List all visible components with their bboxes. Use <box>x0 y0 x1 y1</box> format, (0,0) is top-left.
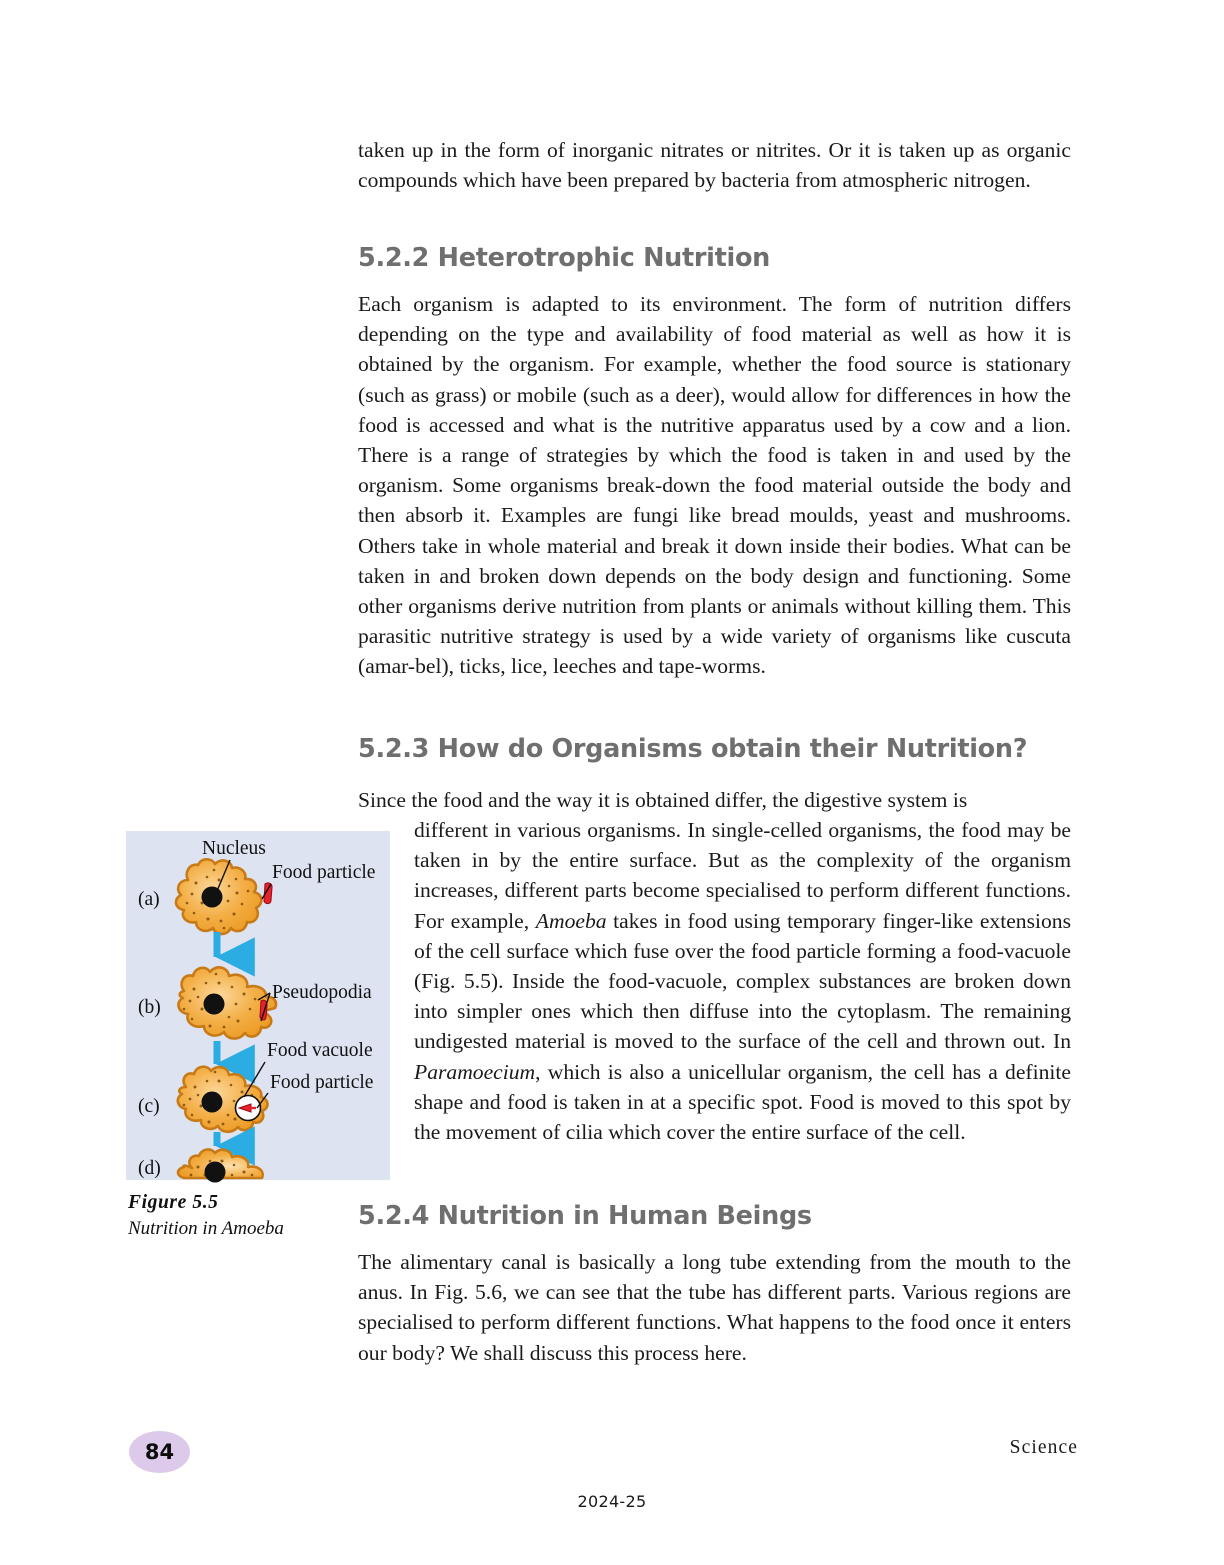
figure-label-pseudopodia: Pseudopodia <box>272 982 372 1003</box>
section-5-2-4-paragraph: The alimentary canal is basically a long tube extending from the mouth to the anus. In Fig. 5.6, we can see that the tube has different parts. Various regions are specialised to perform different functions. What happens to the food once it enters our body? We shall discuss this process here. <box>358 1250 1071 1365</box>
figure-label-food-particle-a: Food particle <box>272 862 376 883</box>
food-particle-b <box>260 1000 267 1020</box>
amoeba-stage-c <box>138 1040 373 1132</box>
amoeba-diagram <box>124 831 424 1180</box>
figure-5-5 <box>126 831 390 1180</box>
section-heading-5-2-4: 5.2.4 Nutrition in Human Beings <box>358 1201 812 1231</box>
intro-paragraph: taken up in the form of inorganic nitrates or nitrites. Or it is taken up as organic compounds which have been prepared by bacteria from atmospheric nitrogen. <box>358 138 1071 193</box>
page-number-value: 84 <box>144 1440 175 1464</box>
section-5-2-3-wrapped-paragraph <box>414 815 1071 1147</box>
section-5-2-2-paragraph: Each organism is adapted to its environment. The form of nutrition differs depending on the type and availability of food material as well as how it is obtained by the organism. For example, whether the food source is stationary (such as grass) or mobile (such as a deer), would allow for differences in how the food is accessed and what is the nutritive apparatus used by a cow and a lion. There is a range of strategies by which the food is taken in and used by the organism. Some organisms break-down the food material outside the body and then absorb it. Examples are fungi like bread moulds, yeast and mushrooms. Others take in whole material and break it down inside their bodies. What can be taken in and broken down depends on the body design and functioning. Some other organisms derive nutrition from plants or animals without killing them. This parasitic nutritive strategy is used by a wide variety of organisms like cuscuta (amar-bel), ticks, lice, leeches and tape-worms. <box>358 292 1071 679</box>
wrapped-text-part-3: , which is also a unicellular organism, the cell has a definite shape and food is taken in at a specific spot. Food is moved to this spot by the movement of cilia which cover the entire surface of the cell. <box>414 1059 1071 1145</box>
amoeba-stage-a <box>138 838 375 934</box>
page-number-badge <box>129 1431 190 1473</box>
footer-subject-label: Science <box>1009 1437 1078 1458</box>
figure-letter-b: (b) <box>138 997 161 1018</box>
wrapped-text-part-1: different in various organisms. In single-celled organisms, the food may be taken in by the entire surface. But as the complexity of the organism increases, different parts become specialised to perform different functions. For example, <box>414 818 1071 933</box>
figure-letter-a: (a) <box>138 889 160 910</box>
amoeba-stage-b <box>138 967 372 1038</box>
section-5-2-3-lead-line: Since the food and the way it is obtained differ, the digestive system is <box>358 788 968 812</box>
figure-label-food-vacuole: Food vacuole <box>267 1040 373 1061</box>
nucleus-a <box>202 887 223 908</box>
nucleus-d <box>205 1162 226 1183</box>
italic-paramoecium: Paramoecium <box>414 1059 536 1084</box>
figure-caption-subtitle: Nutrition in Amoeba <box>128 1218 284 1239</box>
nucleus-b <box>204 994 225 1015</box>
amoeba-stage-d <box>138 1149 263 1182</box>
figure-letter-c: (c) <box>138 1096 160 1117</box>
section-heading-5-2-2: 5.2.2 Heterotrophic Nutrition <box>358 243 771 273</box>
section-heading-5-2-3: 5.2.3 How do Organisms obtain their Nutrition? <box>358 734 1028 764</box>
nucleus-c <box>202 1092 223 1113</box>
figure-label-nucleus: Nucleus <box>202 838 266 859</box>
wrapped-text-part-2: takes in food using temporary finger-like extensions of the cell surface which fuse over the food particle forming a food-vacuole (Fig. 5.5). Inside the food-vacuole, complex substances are broken down into simpler ones which then diffuse into the cytoplasm. The remaining undigested material is moved to the surface of the cell and thrown out. In <box>414 908 1071 1054</box>
italic-amoeba: Amoeba <box>535 908 607 933</box>
footer-year-label: 2024-25 <box>577 1492 647 1511</box>
figure-caption-title: Figure 5.5 <box>128 1192 219 1213</box>
figure-letter-d: (d) <box>138 1158 161 1179</box>
figure-label-food-particle-c: Food particle <box>270 1072 374 1093</box>
